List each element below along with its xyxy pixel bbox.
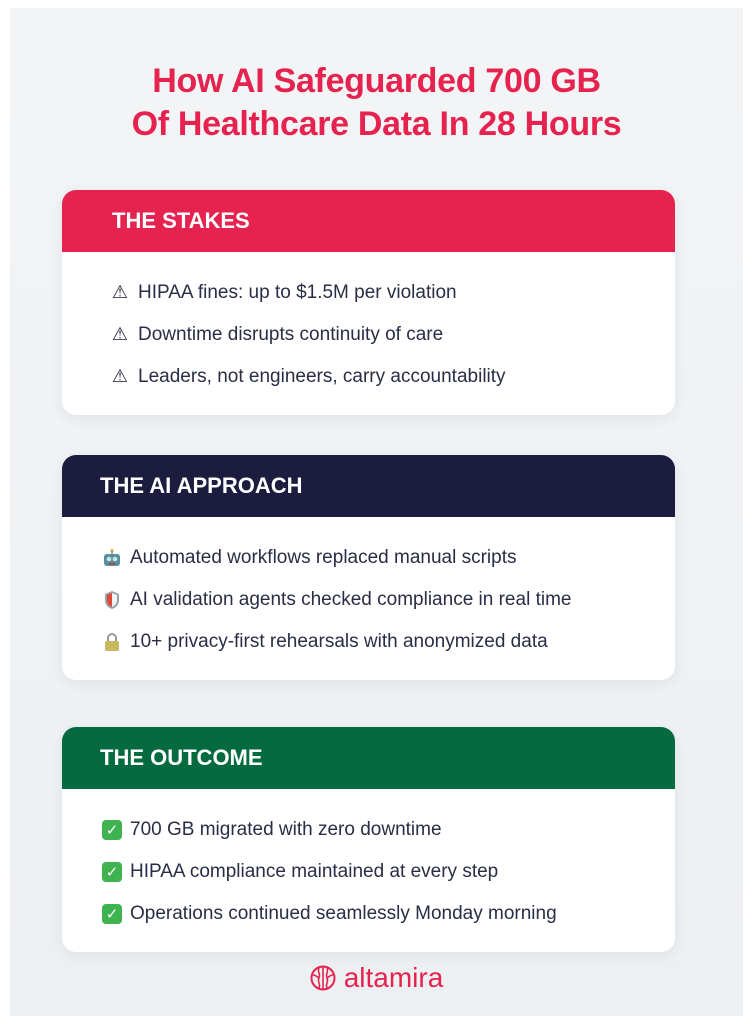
approach-card — [62, 455, 675, 680]
shield-icon — [102, 590, 122, 610]
brand-name: altamira — [343, 962, 444, 993]
warning-icon: ⚠ — [111, 282, 129, 303]
outcome-heading: THE OUTCOME — [62, 727, 675, 789]
item-text: Leaders, not engineers, carry accountability — [138, 366, 506, 387]
title-line-2: Of Healthcare Data In 28 Hours — [131, 105, 622, 143]
item-text: Automated workflows replaced manual scripts — [130, 547, 517, 568]
check-mark-icon: ✓ — [102, 862, 122, 882]
item-text: 10+ privacy-first rehearsals with anonymized data — [130, 631, 548, 652]
brand-logo — [0, 962, 753, 994]
list-item — [62, 579, 675, 621]
item-text: Operations continued seamlessly Monday morning — [130, 903, 557, 924]
list-item — [62, 314, 675, 356]
list-item — [62, 356, 675, 398]
lock-icon — [102, 632, 122, 652]
check-mark-icon: ✓ — [102, 820, 122, 840]
list-item — [62, 621, 675, 663]
stakes-heading: THE STAKES — [62, 190, 675, 252]
item-text: AI validation agents checked compliance in real time — [130, 589, 572, 610]
item-text: HIPAA compliance maintained at every step — [130, 861, 499, 882]
list-item — [62, 272, 675, 314]
robot-icon — [102, 548, 122, 568]
item-text: Downtime disrupts continuity of care — [138, 324, 444, 345]
check-mark-icon: ✓ — [102, 904, 122, 924]
list-item — [62, 893, 675, 935]
altamira-logo-icon — [310, 965, 336, 991]
stakes-card — [62, 190, 675, 415]
list-item — [62, 537, 675, 579]
page-title — [0, 60, 753, 146]
item-text: HIPAA fines: up to $1.5M per violation — [138, 282, 457, 303]
list-item — [62, 809, 675, 851]
outcome-card — [62, 727, 675, 952]
warning-icon: ⚠ — [111, 366, 129, 387]
list-item — [62, 851, 675, 893]
title-line-1: How AI Safeguarded 700 GB — [152, 62, 601, 100]
warning-icon: ⚠ — [111, 324, 129, 345]
approach-heading: THE AI APPROACH — [62, 455, 675, 517]
item-text: 700 GB migrated with zero downtime — [130, 819, 442, 840]
